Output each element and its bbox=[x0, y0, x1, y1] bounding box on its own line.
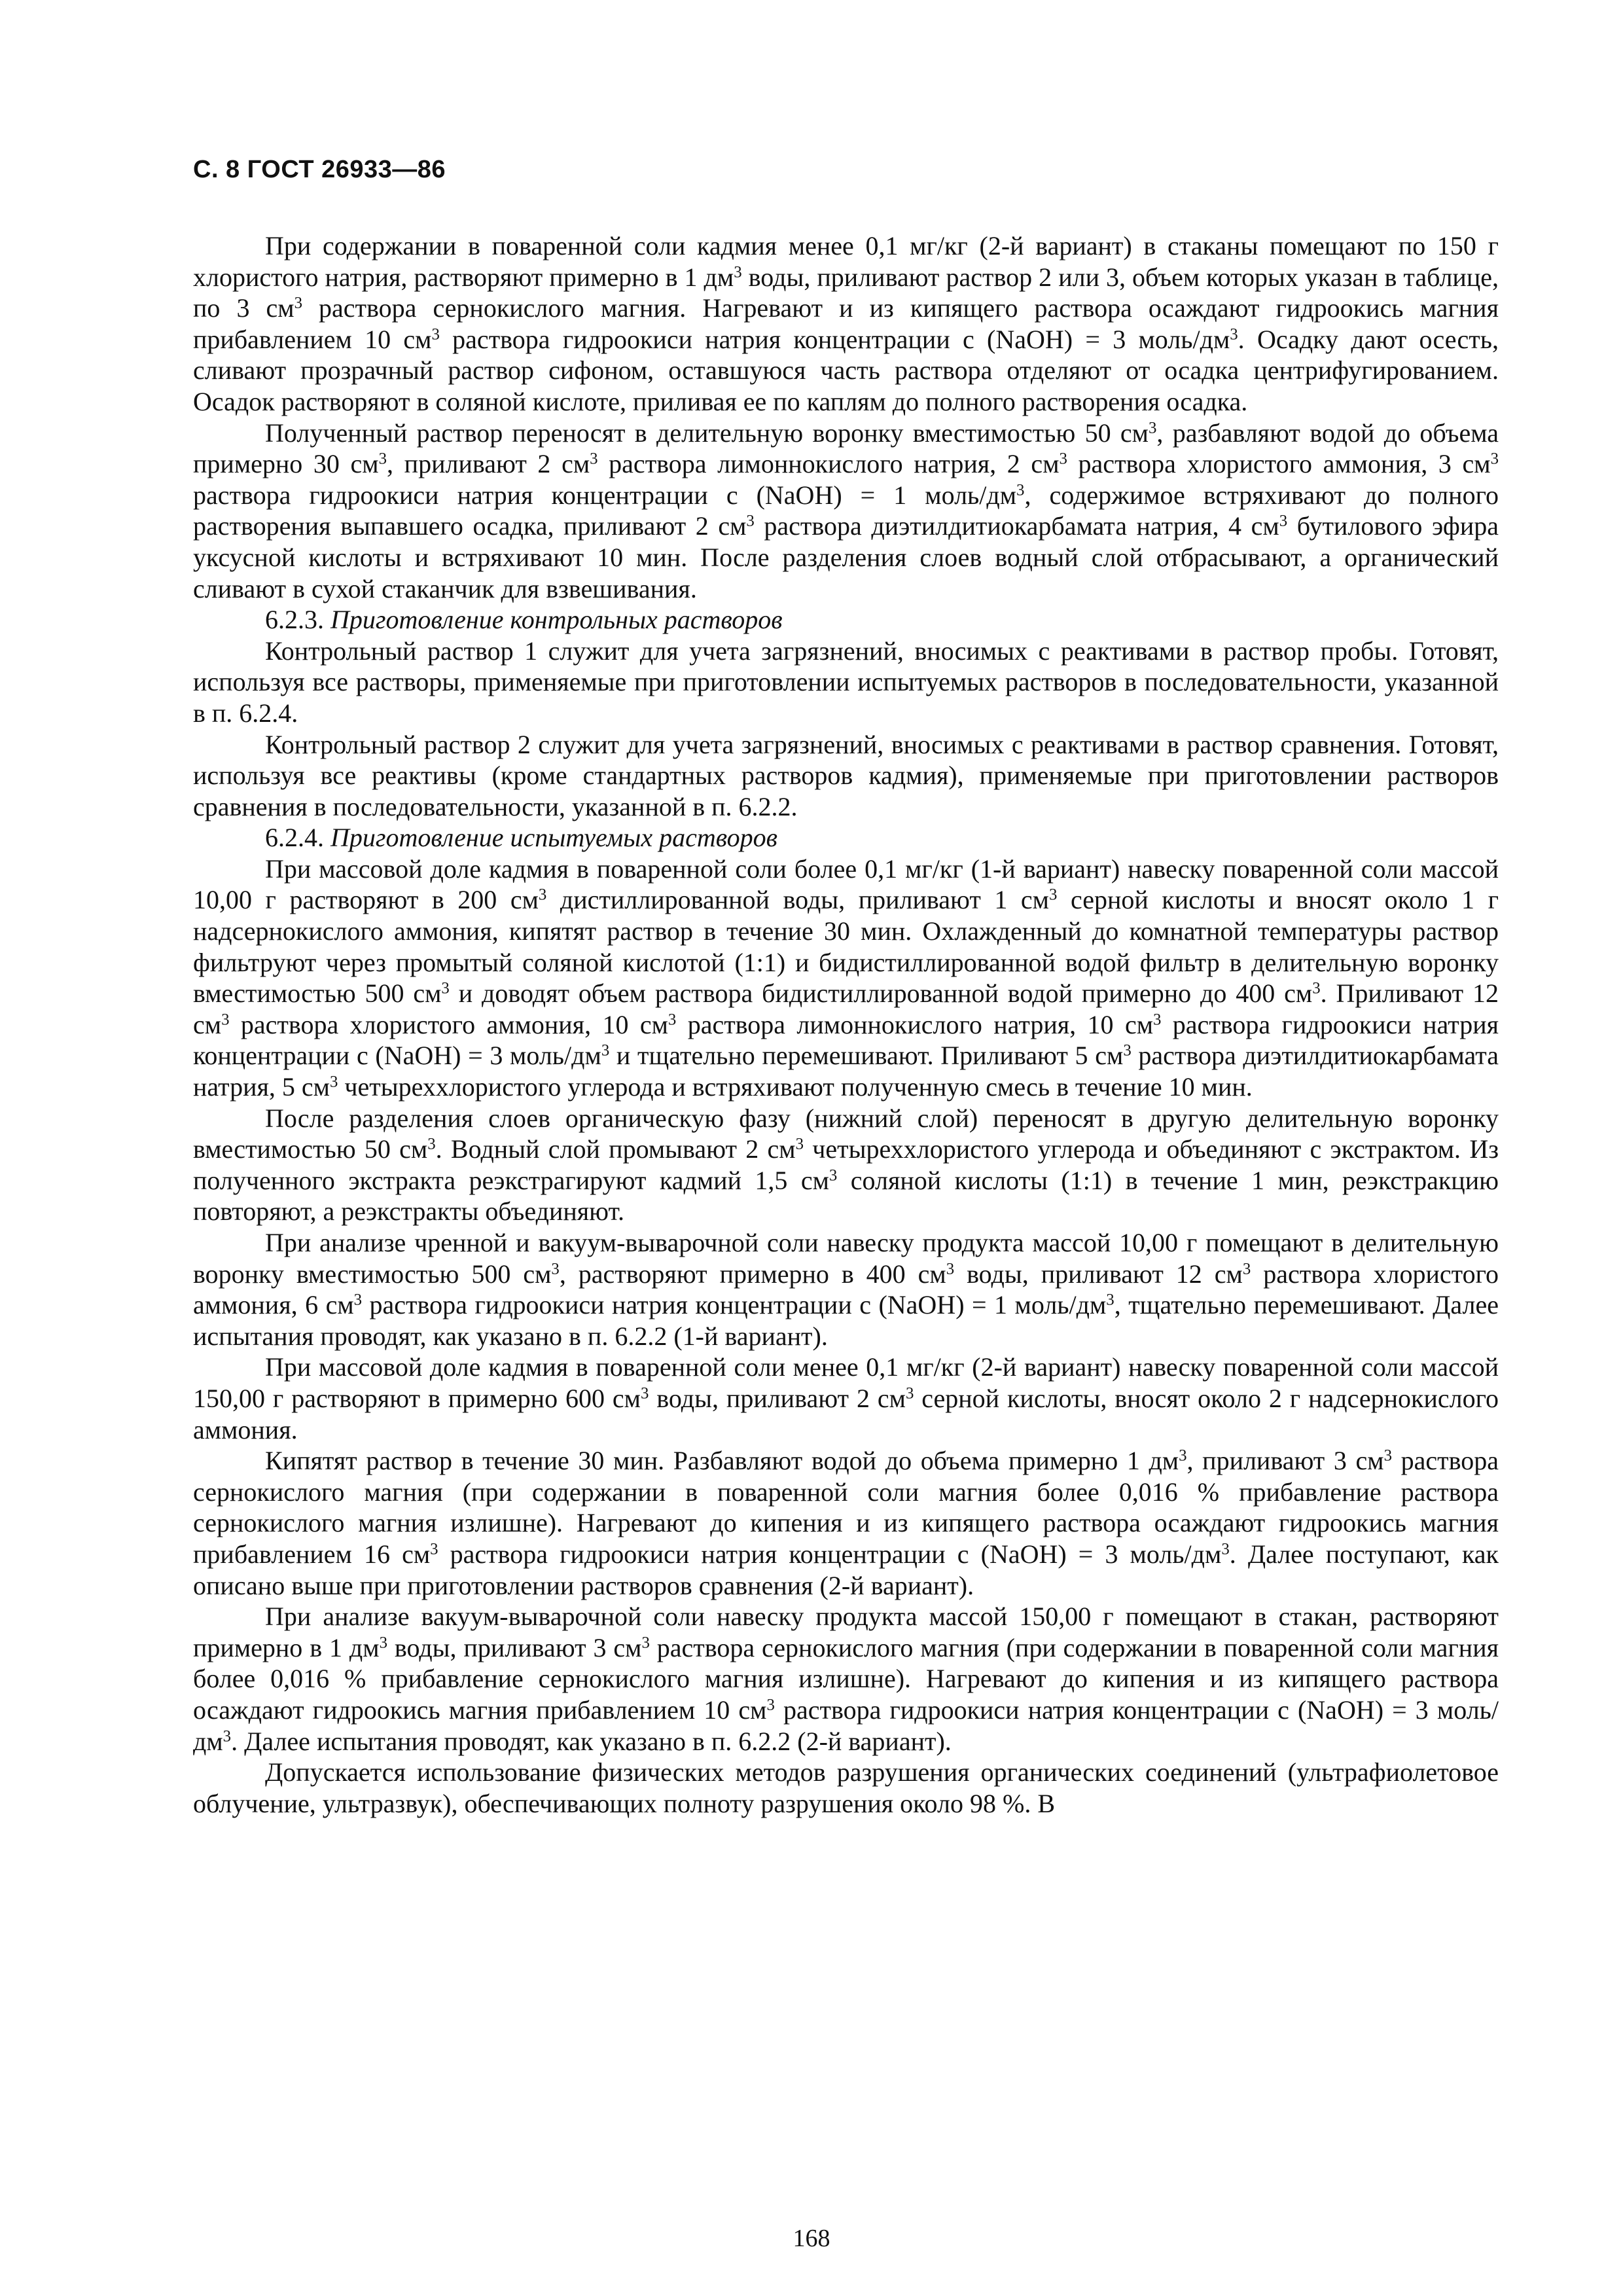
paragraph: При анализе чренной и вакуум-выварочной соли навеску продукта массой 10,00 г помещают в делительную воронку вместимостью 500 $см^3$, растворяют примерно в 400 $см^3$ воды, приливают 12 $см^3$ раствора хлористого аммония, 6 $см^3$ раствора гидроокиси натрия концентрации c (NaOH) = 1 моль/$дм^3$, тщательно перемешивают. Далее испытания проводят, как указано в п. 6.2.2 (1-й вариант). bbox=[193, 1228, 1499, 1351]
paragraph: При содержании в поваренной соли кадмия менее 0,1 мг/кг (2-й вариант) в стаканы помещают по 150 г хлористого натрия, растворяют примерно в 1 $дм^3$ воды, приливают раствор 2 или 3, объем которых указан в таблице, по 3 $см^3$ раствора сернокислого магния. Нагревают и из кипящего раствора осаждают гидроокись магния прибавлением 10 $см^3$ раствора гидроокиси натрия концентрации c (NaOH) = 3 моль/$дм^3$. Осадку дают осесть, сливают прозрачный раствор сифоном, оставшуюся часть раствора отделяют от осадка центрифугированием. Осадок растворяют в соляной кислоте, приливая ее по каплям до полного растворения осадка. bbox=[193, 231, 1499, 416]
paragraph: После разделения слоев органическую фазу (нижний слой) переносят в другую делительную воронку вместимостью 50 $см^3$. Водный слой промывают 2 $см^3$ четыреххлористого углерода и объединяют с экстрактом. Из полученного экстракта реэкстрагируют кадмий 1,5 $см^3$ соляной кислоты (1:1) в течение 1 мин, реэкстракцию повторяют, а реэкстракты объединяют. bbox=[193, 1103, 1499, 1227]
paragraph: При массовой доле кадмия в поваренной соли менее 0,1 мг/кг (2-й вариант) навеску поваренной соли массой 150,00 г растворяют в примерно 600 $см^3$ воды, приливают 2 $см^3$ серной кислоты, вносят около 2 г надсернокислого аммония. bbox=[193, 1352, 1499, 1444]
paragraph: При анализе вакуум-выварочной соли навеску продукта массой 150,00 г помещают в стакан, растворяют примерно в 1 $дм^3$ воды, приливают 3 $см^3$ раствора сернокислого магния (при содержании в поваренной соли магния более 0,016 % прибавление сернокислого магния излишне). Нагревают до кипения и из кипящего раствора осаждают гидроокись магния прибавлением 10 $см^3$ раствора гидроокиси натрия концентрации c (NaOH) = 3 моль/$дм^3$. Далее испытания проводят, как указано в п. 6.2.2 (2-й вариант). bbox=[193, 1602, 1499, 1756]
paragraph: Полученный раствор переносят в делительную воронку вместимостью 50 $см^3$, разбавляют водой до объема примерно 30 $см^3$, приливают 2 $см^3$ раствора лимоннокислого натрия, 2 $см^3$ раствора хлористого аммония, 3 $см^3$ раствора гидроокиси натрия концентрации c (NaOH) = 1 моль/$дм^3$, содержимое встряхивают до полного растворения выпавшего осадка, приливают 2 $см^3$ раствора диэтилдитиокарбамата натрия, 4 $см^3$ бутилового эфира уксусной кислоты и встряхивают 10 мин. После разделения слоев водный слой отбрасывают, а органический сливают в сухой стаканчик для взвешивания. bbox=[193, 418, 1499, 603]
paragraph: При массовой доле кадмия в поваренной соли более 0,1 мг/кг (1-й вариант) навеску поваренной соли массой 10,00 г растворяют в 200 $см^3$ дистиллированной воды, приливают 1 $см^3$ серной кислоты и вносят около 1 г надсернокислого аммония, кипятят раствор в течение 30 мин. Охлажденный до комнатной температуры раствор фильтруют через промытый соляной кислотой (1:1) и бидистиллированной водой фильтр в делительную воронку вместимостью 500 $см^3$ и доводят объем раствора бидистиллированной водой примерно до 400 $см^3$. Приливают 12 $см^3$ раствора хлористого аммония, 10 $см^3$ раствора лимоннокислого натрия, 10 $см^3$ раствора гидроокиси натрия концентрации c (NaOH) = 3 моль/$дм^3$ и тщательно перемешивают. Приливают 5 $см^3$ раствора диэтилдитиокарбамата натрия, 5 $см^3$ четыреххлористого углерода и встряхивают полученную смесь в течение 10 мин. bbox=[193, 853, 1499, 1102]
paragraph: Контрольный раствор 2 служит для учета загрязнений, вносимых с реактивами в раствор сравнения. Готовят, используя все реактивы (кроме стандартных растворов кадмия), применяемые при приготовлении растворов сравнения в последовательности, указанной в п. 6.2.2. bbox=[193, 729, 1499, 821]
section-heading-6-2-3: 6.2.3. Приготовление контрольных растворов bbox=[265, 605, 783, 635]
body-text bbox=[193, 230, 1499, 1819]
running-head: С. 8 ГОСТ 26933—86 bbox=[193, 156, 446, 183]
paragraph: Контрольный раствор 1 служит для учета загрязнений, вносимых с реактивами в раствор пробы. Готовят, используя все растворы, применяемые при приготовлении испытуемых растворов в последовательности, указанной в п. 6.2.4. bbox=[193, 636, 1499, 728]
paragraph: Допускается использование физических методов разрушения органических соединений (ультрафиолетовое облучение, ультразвук), обеспечивающих полноту разрушения около 98 %. В bbox=[193, 1757, 1499, 1818]
section-heading-6-2-4: 6.2.4. Приготовление испытуемых растворов bbox=[265, 823, 777, 853]
paragraph: Кипятят раствор в течение 30 мин. Разбавляют водой до объема примерно 1 $дм^3$, приливают 3 $см^3$ раствора сернокислого магния (при содержании в поваренной соли магния более 0,016 % прибавление раствора сернокислого магния излишне). Нагревают до кипения и из кипящего раствора осаждают гидроокись магния прибавлением 16 $см^3$ раствора гидроокиси натрия концентрации c (NaOH) = 3 моль/$дм^3$. Далее поступают, как описано выше при приготовлении растворов сравнения (2-й вариант). bbox=[193, 1446, 1499, 1600]
page-number: 168 bbox=[793, 2225, 830, 2252]
